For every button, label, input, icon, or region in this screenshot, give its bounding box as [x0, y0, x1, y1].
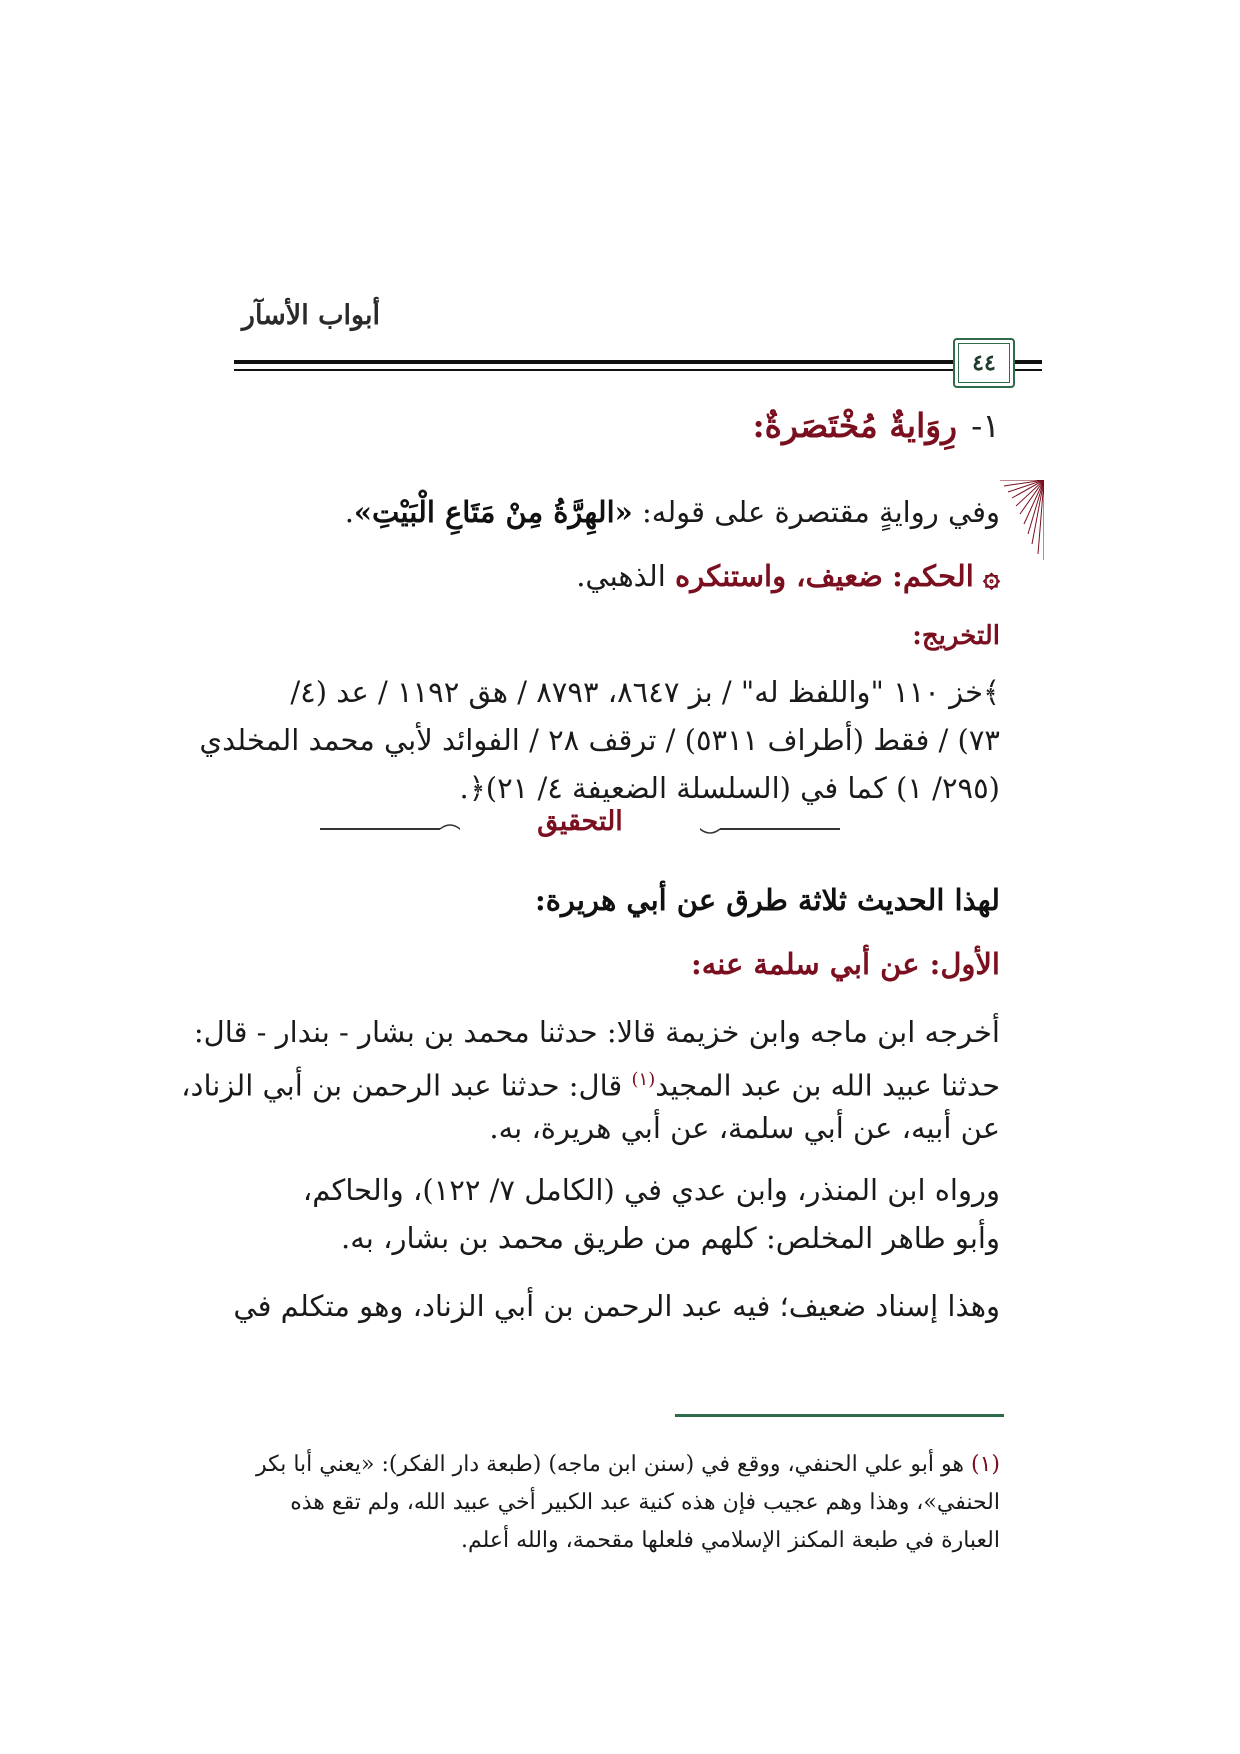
footnote-line-3: العبارة في طبعة المكنز الإسلامي فلعلها مقحمة، والله أعلم.	[460, 1528, 1000, 1553]
page-number: ٤٤	[972, 350, 996, 376]
footnote-line-2: الحنفي»، وهذا وهم عجيب فإن هذه كنية عبد الكبير أخي عبيد الله، ولم تقع هذه	[290, 1490, 1000, 1515]
paragraph-2-line-1: ورواه ابن المنذر، وابن عدي في (الكامل ٧/ ١٢٢)، والحاكم،	[302, 1173, 1000, 1207]
divider-title: التحقيق	[460, 806, 700, 837]
first-route-label: الأول: عن أبي سلمة عنه:	[691, 947, 1000, 981]
ruling-verdict: ضعيف، واستنكره	[675, 559, 883, 593]
body-intro: لهذا الحديث ثلاثة طرق عن أبي هريرة:	[535, 883, 1000, 917]
header-rule-tail-thin	[1015, 369, 1042, 371]
running-title: أبواب الأسآر	[241, 300, 380, 331]
page-number-frame	[953, 338, 1015, 388]
narration-line	[200, 492, 1000, 532]
footnote-reference[interactable]: (١)	[631, 1069, 656, 1090]
takhrij-line-2: ٧٣) / فقط (أطراف ٥٣١١) / ترقف ٢٨ / الفوائد لأبي محمد المخلدي	[199, 723, 1000, 757]
corner-ornament-icon	[1000, 480, 1044, 560]
section-number: ١-	[971, 406, 1000, 445]
section-heading	[300, 406, 1000, 445]
paragraph-2-line-2: وأبو طاهر المخلص: كلهم من طريق محمد بن بشار، به.	[341, 1221, 1000, 1255]
section-title: رِوَايةٌ مُخْتَصَرةٌ:	[752, 406, 958, 445]
flower-icon: ۞	[983, 559, 1000, 593]
header-rule-thin	[234, 369, 1005, 371]
takhrij-line-3: (٢٩٥/ ١) كما في (السلسلة الضعيفة ٤/ ٢١)﴿.	[459, 771, 1000, 805]
takhrij-heading	[200, 614, 1000, 656]
footnote-number: (١)	[970, 1452, 1000, 1477]
paragraph-1-line-1: أخرجه ابن ماجه وابن خزيمة قالا: حدثنا محمد بن بشار - بندار - قال:	[193, 1015, 1000, 1049]
ruling-rest: الذهبي.	[576, 559, 675, 593]
paragraph-3-line-1: وهذا إسناد ضعيف؛ فيه عبد الرحمن بن أبي الزناد، وهو متكلم في	[233, 1289, 1000, 1323]
takhrij-label: التخريج:	[912, 621, 1000, 651]
ruling-line	[200, 556, 1000, 596]
paragraph-1-line-2-b: قال: حدثنا عبد الرحمن بن أبي الزناد،	[181, 1068, 632, 1103]
paragraph-1-line-2	[181, 1060, 1000, 1106]
header-rule-tail-thick	[1015, 360, 1042, 364]
takhrij-line-1: ﴾خز ١١٠ "واللفظ له" / بز ٨٦٤٧، ٨٧٩٣ / هق ١١٩٢ / عد (٤/	[290, 675, 1000, 709]
narration-prefix: وفي روايةٍ مقتصرة على قوله:	[632, 495, 1000, 529]
paragraph-1-line-3: عن أبيه، عن أبي سلمة، عن أبي هريرة، به.	[489, 1111, 1000, 1145]
narration-suffix: .	[344, 495, 354, 529]
ruling-label: الحكم:	[892, 559, 974, 593]
footnote-line-1-text: هو أبو علي الحنفي، ووقع في (سنن ابن ماجه) (طبعة دار الفكر): «يعني أبا بكر	[255, 1452, 971, 1477]
narration-quote: «الهِرَّةُ مِنْ مَتَاعِ الْبَيْتِ»	[353, 495, 633, 529]
footnote-line-1	[200, 1448, 1000, 1482]
paragraph-1-line-2-a: حدثنا عبيد الله بن عبد المجيد	[655, 1068, 1000, 1103]
header-rule-thick	[234, 360, 1005, 364]
footnote-rule	[675, 1414, 1004, 1417]
